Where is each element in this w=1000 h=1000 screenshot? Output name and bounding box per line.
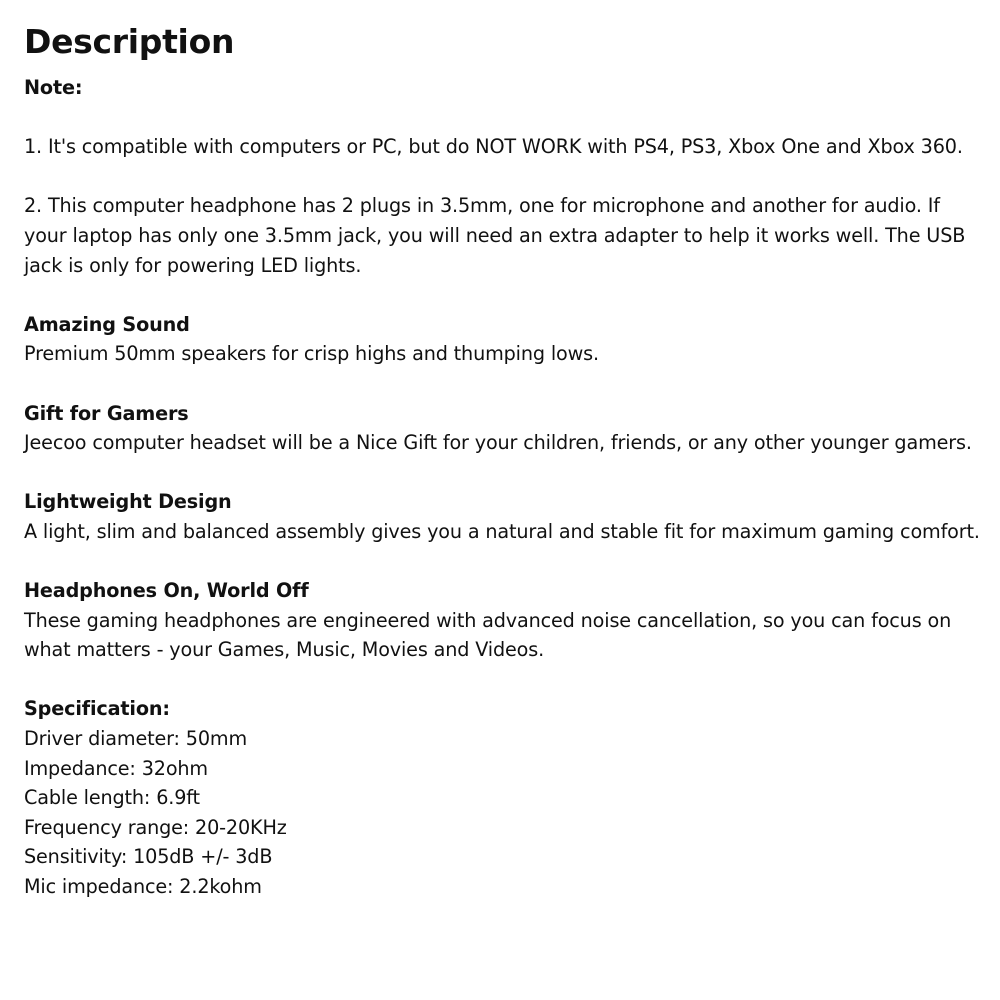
spec-sensitivity: Sensitivity: 105dB +/- 3dB bbox=[24, 845, 273, 869]
feature-title-headphones-on: Headphones On, World Off bbox=[24, 579, 309, 603]
spec-impedance: Impedance: 32ohm bbox=[24, 756, 208, 780]
specification-label: Specification: bbox=[24, 697, 170, 721]
spec-driver-diameter: Driver diameter: 50mm bbox=[24, 727, 247, 751]
note-item-2: 2. This computer headphone has 2 plugs in 3.5mm, one for microphone and another for audio. If your laptop has only one 3.5mm jack, you will need an extra adapter to help it works well. The USB jack is only for powering LED lights. bbox=[24, 194, 966, 277]
feature-text-lightweight-design: A light, slim and balanced assembly gives you a natural and stable fit for maximum gaming comfort. bbox=[24, 519, 980, 543]
specification-list bbox=[24, 724, 984, 902]
feature-title-lightweight-design: Lightweight Design bbox=[24, 490, 232, 514]
spec-cable-length: Cable length: 6.9ft bbox=[24, 786, 200, 810]
page-title: Description bbox=[24, 22, 235, 61]
spec-frequency-range: Frequency range: 20-20KHz bbox=[24, 815, 287, 839]
spec-mic-impedance: Mic impedance: 2.2kohm bbox=[24, 875, 262, 899]
feature-text-amazing-sound: Premium 50mm speakers for crisp highs and thumping lows. bbox=[24, 342, 599, 366]
note-item-1: 1. It's compatible with computers or PC, but do NOT WORK with PS4, PS3, Xbox One and Xbox 360. bbox=[24, 135, 963, 159]
feature-title-gift-for-gamers: Gift for Gamers bbox=[24, 401, 189, 425]
note-block bbox=[24, 73, 984, 902]
note-label: Note: bbox=[24, 76, 83, 99]
feature-text-headphones-on: These gaming headphones are engineered with advanced noise cancellation, so you can focus on what matters - your Games, Music, Movies and Videos. bbox=[24, 608, 952, 662]
description-section bbox=[24, 0, 984, 902]
feature-text-gift-for-gamers: Jeecoo computer headset will be a Nice Gift for your children, friends, or any other younger gamers. bbox=[24, 431, 972, 455]
feature-title-amazing-sound: Amazing Sound bbox=[24, 312, 190, 336]
